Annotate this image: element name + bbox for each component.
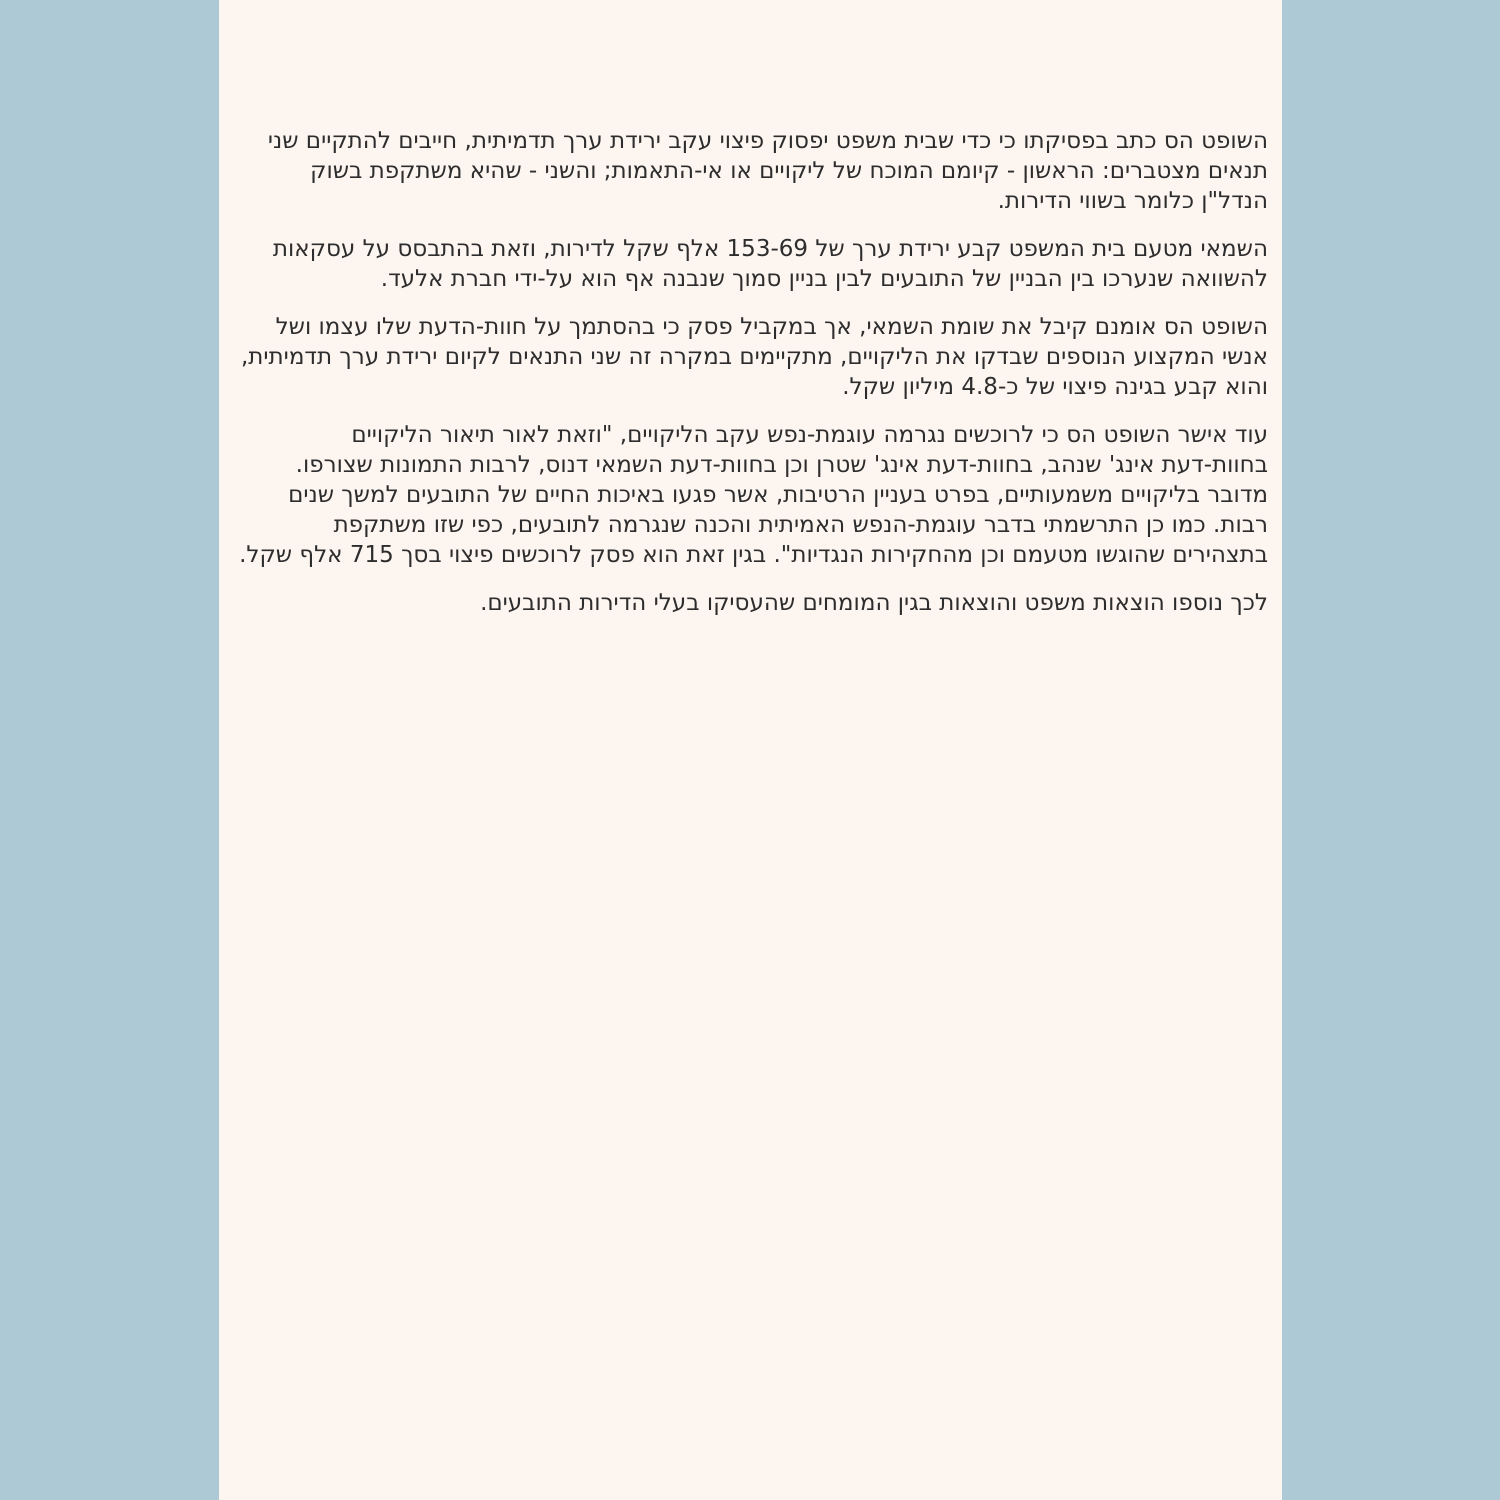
paragraph-3: השופט הס אומנם קיבל את שומת השמאי, אך במקביל פסק כי בהסתמך על חוות-הדעת שלו עצמו ושל אנשי המקצוע הנוספים שבדקו את הליקויים, מתקיימים במקרה זה שני התנאים לקיום ירידת ערך תדמיתית, והוא קבע בגינה פיצוי של כ-4.8 מיליון שקל. (240, 314, 1268, 400)
right-margin-background (1282, 0, 1500, 1500)
paragraph-1: השופט הס כתב בפסיקתו כי כדי שבית משפט יפסוק פיצוי עקב ירידת ערך תדמיתית, חייבים להתקיים שני תנאים מצטברים: הראשון - קיומם המוכח של ליקויים או אי-התאמות; והשני - שהיא משתקפת בשוק הנדל"ן כלומר בשווי הדירות. (267, 128, 1268, 214)
article-text (219, 0, 1282, 618)
paragraph-4: עוד אישר השופט הס כי לרוכשים נגרמה עוגמת-נפש עקב הליקויים, "וזאת לאור תיאור הליקויים בחוות-דעת אינג' שנהב, בחוות-דעת אינג' שטרן וכן בחוות-דעת השמאי דנוס, לרבות התמונות שצורפו. מדובר בליקויים משמעותיים, בפרט בעניין הרטיבות, אשר פגעו באיכות החיים של התובעים למשך שנים רבות. כמו כן התרשמתי בדבר עוגמת-הנפש האמיתית והכנה שנגרמה לתובעים, כפי שזו משתקפת בתצהירים שהוגשו מטעמם וכן מהחקירות הנגדיות". בגין זאת הוא פסק לרוכשים פיצוי בסך 715 אלף שקל. (239, 422, 1268, 568)
document-page (219, 0, 1282, 1500)
paragraph-2: השמאי מטעם בית המשפט קבע ירידת ערך של 153-69 אלף שקל לדירות, וזאת בהתבסס על עסקאות להשוואה שנערכו בין הבניין של התובעים לבין בניין סמוך שנבנה אף הוא על-ידי חברת אלעד. (272, 236, 1268, 292)
left-margin-background (0, 0, 219, 1500)
paragraph-5: לכך נוספו הוצאות משפט והוצאות בגין המומחים שהעסיקו בעלי הדירות התובעים. (480, 590, 1268, 616)
